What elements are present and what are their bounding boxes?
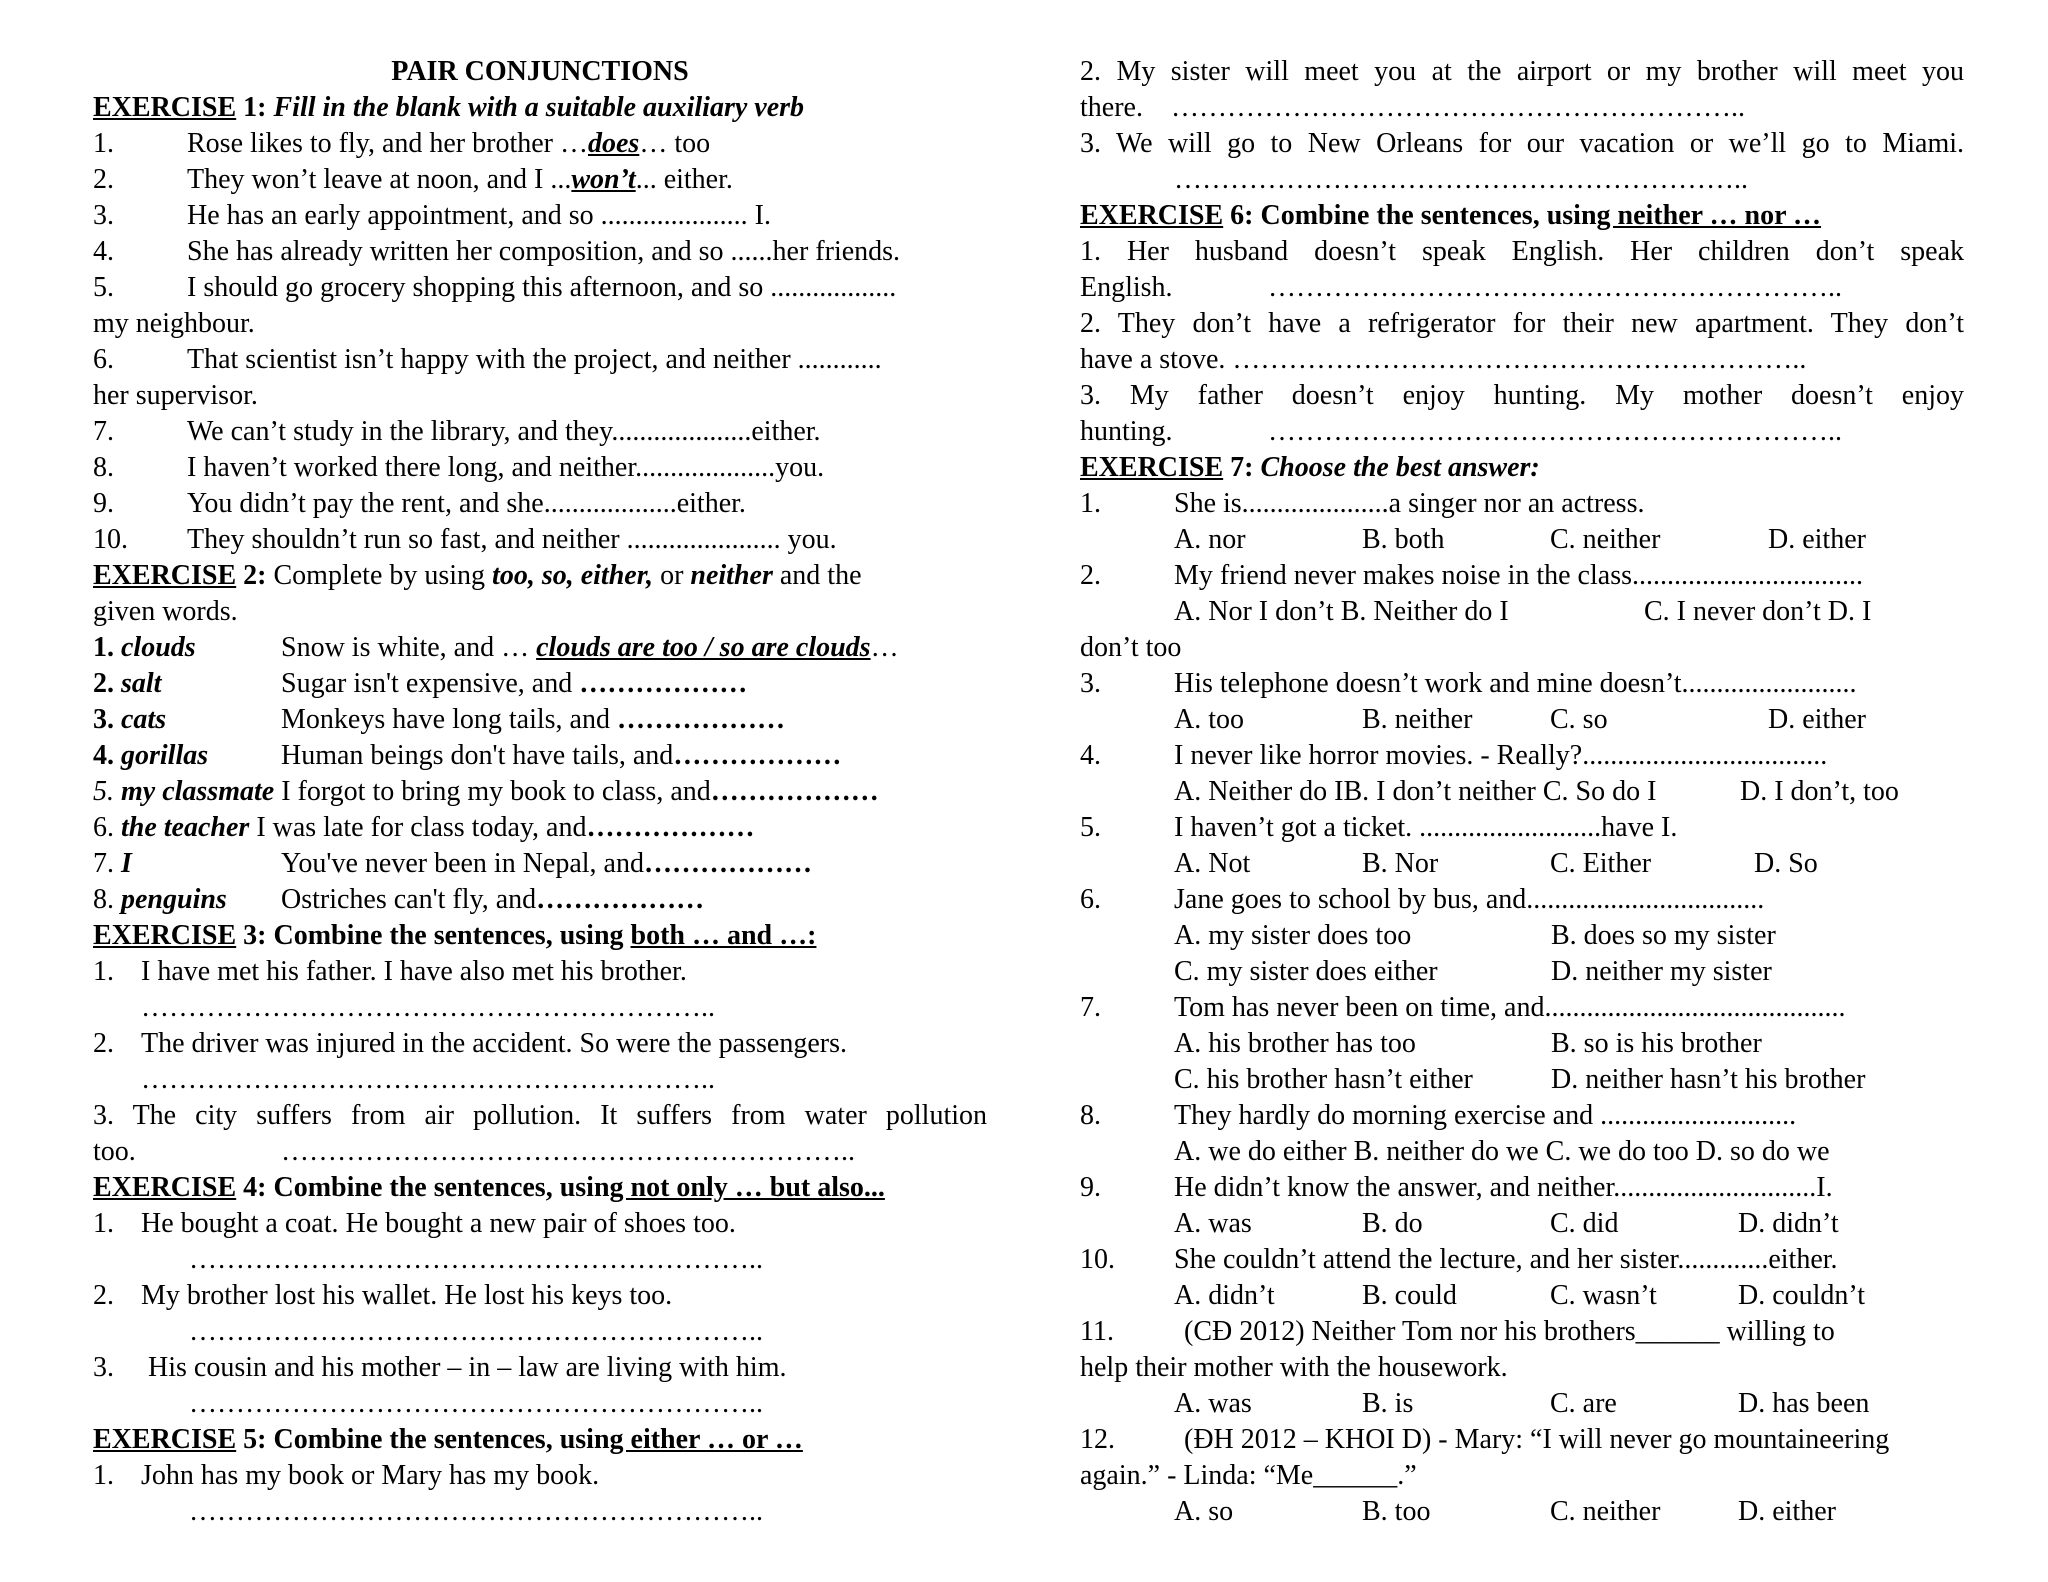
answer-line: …………………………………………………….. (1268, 416, 1842, 447)
ex2-item-7: 7. I You've never been in Nepal, and……………… (93, 848, 812, 879)
ex7-q9-options: A. was B. do C. did D. didn’t (1174, 1208, 1839, 1239)
answer-line: …………………………………………………….. (1170, 92, 1745, 123)
ex7-q12-cont: again.” - Linda: “Me______.” (1080, 1460, 1417, 1491)
ex2-item-5: 5. my classmate I forgot to bring my book to class, and……………… (93, 776, 879, 807)
ex7-question-6: 6. Jane goes to school by bus, and.................................. (1080, 884, 1765, 915)
ex7-q3-options: A. too B. neither C. so D. either (1174, 704, 1866, 735)
ex7-question-10: 10. She couldn’t attend the lecture, and her sister.............either. (1080, 1244, 1838, 1275)
ex7-q6-options-ab: A. my sister does too B. does so my sister (1174, 920, 1776, 951)
ex1-item-2: 2. They won’t leave at noon, and I ...won’t... either. (93, 164, 733, 195)
ex2-item-4: 4. gorillas Human beings don't have tails, and……………… (93, 740, 842, 771)
ex5-item-1: 1. John has my book or Mary has my book. (93, 1460, 600, 1491)
ex7-q2-options: A. Nor I don’t B. Neither do I C. I never don’t D. I (1174, 596, 1872, 627)
ex4-item-3: 3. His cousin and his mother – in – law are living with him. (93, 1352, 787, 1383)
left-column (93, 54, 987, 1530)
ex7-question-11: 11. (CĐ 2012) Neither Tom nor his brothers______ willing to (1080, 1316, 1835, 1347)
ex7-q6-options-cd: C. my sister does either D. neither my sister (1174, 956, 1772, 987)
ex1-item-3: 3. He has an early appointment, and so ..................... I. (93, 200, 771, 231)
ex2-item-1: 1. clouds Snow is white, and … clouds are too / so are clouds… (93, 632, 899, 663)
exercise-3-heading: EXERCISE 3: Combine the sentences, using both … and …: (93, 920, 817, 951)
page-title: PAIR CONJUNCTIONS (391, 56, 689, 87)
ex3-item-3-cont: too. …………………………………………………….. (93, 1136, 855, 1167)
ex4-item-2: 2. My brother lost his wallet. He lost his keys too. (93, 1280, 673, 1311)
ex7-question-5: 5. I haven’t got a ticket. ..........................have I. (1080, 812, 1678, 843)
ex7-q11-options: A. was B. is C. are D. has been (1174, 1388, 1870, 1419)
ex7-question-12: 12. (ĐH 2012 – KHOI D) - Mary: “I will never go mountaineering (1080, 1424, 1890, 1455)
exercise-7-heading: EXERCISE 7: Choose the best answer: (1080, 452, 1540, 483)
answer-line: …………………………………………………….. (189, 1244, 763, 1275)
exercise-1-heading: EXERCISE 1: Fill in the blank with a suitable auxiliary verb (93, 92, 805, 123)
exercise-2-heading-cont: given words. (93, 596, 238, 627)
ex6-item-1: 1. Her husband doesn’t speak English. Her children don’t speak (1080, 236, 1964, 267)
exercise-5-heading: EXERCISE 5: Combine the sentences, using either … or … (93, 1424, 803, 1455)
ex7-q2-cont: don’t too (1080, 632, 1182, 663)
ex7-question-1: 1. She is.....................a singer nor an actress. (1080, 488, 1645, 519)
ex3-item-1: 1. I have met his father. I have also met his brother. (93, 956, 687, 987)
ex7-question-9: 9. He didn’t know the answer, and neither.............................I. (1080, 1172, 1833, 1203)
ex1-item-6: 6. That scientist isn’t happy with the project, and neither ............ (93, 344, 882, 375)
ex7-q11-cont: help their mother with the housework. (1080, 1352, 1508, 1383)
ex1-item-10: 10. They shouldn’t run so fast, and neither ...................... you. (93, 524, 837, 555)
ex1-item-5-cont: my neighbour. (93, 308, 255, 339)
answer-line: …………………………………………………….. (189, 1496, 763, 1527)
ex6-item-3-cont: hunting. …………………………………………………….. (1080, 416, 1842, 447)
ex7-q8-options: A. we do either B. neither do we C. we do too D. so do we (1174, 1136, 1830, 1167)
ex5-item-3: 3. We will go to New Orleans for our vacation or we’ll go to Miami. (1080, 128, 1964, 159)
answer-line: …………………………………………………….. (141, 992, 715, 1023)
ex3-item-3: 3. The city suffers from air pollution. It suffers from water pollution (93, 1100, 987, 1131)
ex2-item-6: 6. the teacher I was late for class today, and……………… (93, 812, 755, 843)
ex7-q5-options: A. Not B. Nor C. Either D. So (1174, 848, 1818, 879)
ex2-item-2: 2. salt Sugar isn't expensive, and ……………… (93, 668, 748, 699)
exercise-6-heading: EXERCISE 6: Combine the sentences, using neither … nor … (1080, 200, 1822, 231)
ex7-q4-options: A. Neither do IB. I don’t neither C. So do I D. I don’t, too (1174, 776, 1899, 807)
ex5-item-2-cont: there. …………………………………………………….. (1080, 92, 1745, 123)
ex7-q7-options-ab: A. his brother has too B. so is his brother (1174, 1028, 1762, 1059)
ex6-item-1-cont: English. …………………………………………………….. (1080, 272, 1842, 303)
exercise-2-heading: EXERCISE 2: Complete by using too, so, either, or neither and the (93, 560, 862, 591)
ex1-item-4: 4. She has already written her composition, and so ......her friends. (93, 236, 901, 267)
ex7-question-2: 2. My friend never makes noise in the class................................. (1080, 560, 1863, 591)
ex7-q10-options: A. didn’t B. could C. wasn’t D. couldn’t (1174, 1280, 1866, 1311)
ex1-item-9: 9. You didn’t pay the rent, and she...................either. (93, 488, 746, 519)
ex2-item-8: 8. penguins Ostriches can't fly, and……………… (93, 884, 705, 915)
ex3-item-2: 2. The driver was injured in the accident. So were the passengers. (93, 1028, 847, 1059)
answer-line: …………………………………………………….. (1232, 344, 1807, 375)
ex7-question-4: 4. I never like horror movies. - Really?................................... (1080, 740, 1828, 771)
ex6-item-2-cont: have a stove. …………………………………………………….. (1080, 344, 1807, 375)
ex7-q1-options: A. nor B. both C. neither D. either (1174, 524, 1866, 555)
answer-line: …………………………………………………….. (1174, 164, 1748, 195)
exercise-4-heading: EXERCISE 4: Combine the sentences, using not only … but also... (93, 1172, 885, 1203)
ex7-q12-options: A. so B. too C. neither D. either (1174, 1496, 1836, 1527)
ex6-item-3: 3. My father doesn’t enjoy hunting. My mother doesn’t enjoy (1080, 380, 1965, 411)
ex1-item-1: 1. Rose likes to fly, and her brother …does… too (93, 128, 711, 159)
ex1-item-5: 5. I should go grocery shopping this afternoon, and so .................. (93, 272, 897, 303)
answer-line: …………………………………………………….. (141, 1064, 715, 1095)
ex2-item-3: 3. cats Monkeys have long tails, and ……………… (93, 704, 785, 735)
ex1-item-8: 8. I haven’t worked there long, and neither....................you. (93, 452, 825, 483)
answer-line: …………………………………………………….. (1268, 272, 1842, 303)
ex1-item-7: 7. We can’t study in the library, and they....................either. (93, 416, 821, 447)
answer-line: …………………………………………………….. (189, 1388, 763, 1419)
answer-line: …………………………………………………….. (281, 1136, 855, 1167)
right-column (1080, 54, 1964, 1530)
ex4-item-1: 1. He bought a coat. He bought a new pair of shoes too. (93, 1208, 736, 1239)
ex7-q7-options-cd: C. his brother hasn’t either D. neither hasn’t his brother (1174, 1064, 1866, 1095)
ex5-item-2: 2. My sister will meet you at the airport or my brother will meet you (1080, 56, 1965, 87)
ex6-item-2: 2. They don’t have a refrigerator for their new apartment. They don’t (1080, 308, 1964, 339)
ex7-question-8: 8. They hardly do morning exercise and ............................ (1080, 1100, 1797, 1131)
ex1-item-6-cont: her supervisor. (93, 380, 258, 411)
ex7-question-7: 7. Tom has never been on time, and........................................... (1080, 992, 1846, 1023)
ex7-question-3: 3. His telephone doesn’t work and mine doesn’t......................... (1080, 668, 1857, 699)
answer-line: …………………………………………………….. (189, 1316, 763, 1347)
